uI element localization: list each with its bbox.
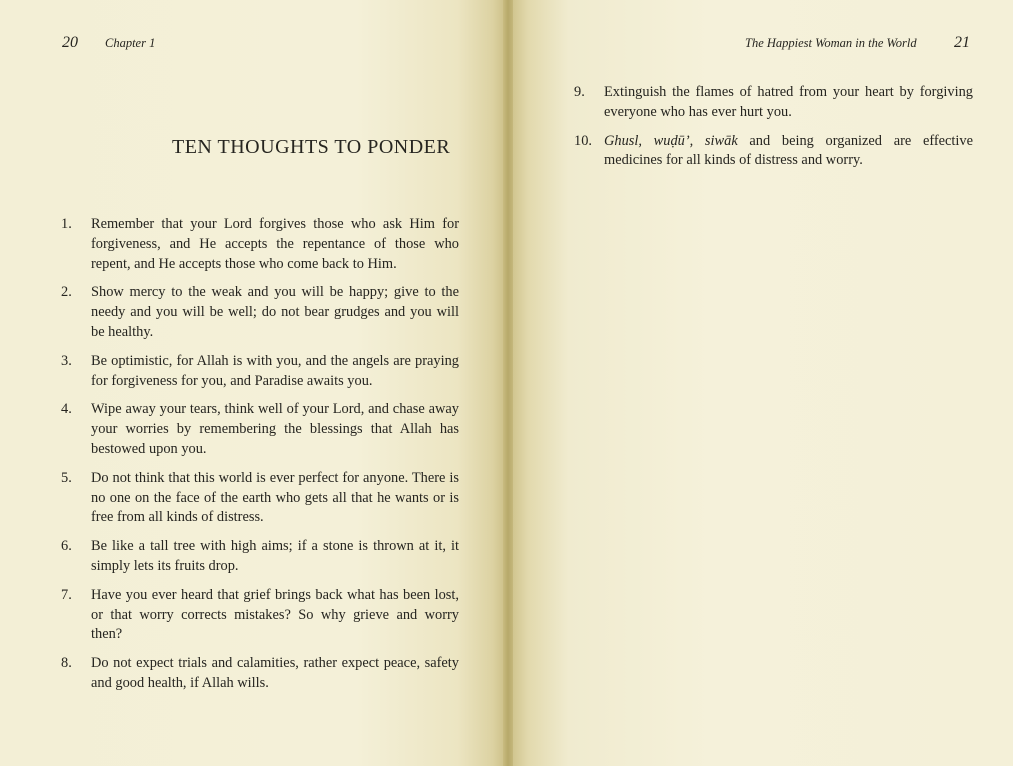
list-item: 8. Do not expect trials and calamities, rather expect peace, safety and good health, if Allah wills.	[61, 655, 459, 691]
list-item: 9. Extinguish the flames of hatred from your heart by forgiving everyone who has ever hurt you.	[574, 84, 973, 120]
running-head: The Happiest Woman in the World	[745, 36, 917, 50]
book-gutter	[503, 0, 513, 766]
list-item: 5. Do not think that this world is ever perfect for anyone. There is no one on the face of the earth who gets all that he wants or is free from all kinds of distress.	[61, 469, 459, 526]
list-item: 4. Wipe away your tears, think well of your Lord, and chase away your worries by remembering the blessings that Allah has bestowed upon you.	[61, 401, 459, 457]
list-item: 1. Remember that your Lord forgives those who ask Him for forgiveness, and He accepts the repentance of those who repent, and He accepts those who come back to Him.	[61, 216, 459, 272]
page-number: 20	[62, 34, 78, 51]
list-item: 3. Be optimistic, for Allah is with you, and the angels are praying for forgiveness for you, and Paradise awaits you.	[61, 352, 459, 389]
list-item: 6. Be like a tall tree with high aims; if a stone is thrown at it, it simply lets its fruits drop.	[61, 538, 459, 574]
thoughts-list-continued	[574, 83, 974, 180]
list-item: 7. Have you ever heard that grief brings back what has been lost, or that worry corrects mistakes? So why grieve and worry then?	[61, 586, 459, 643]
running-head: Chapter 1	[105, 36, 156, 50]
thoughts-list	[61, 215, 459, 703]
list-item: 10. Ghusl, wuḍū’, siwāk and being organized are effective medicines for all kinds of distress and worry.	[574, 132, 974, 169]
list-item: 2. Show mercy to the weak and you will be happy; give to the needy and you will be well; do not bear grudges and you will be healthy.	[61, 284, 459, 340]
page-number: 21	[954, 34, 970, 51]
page-title: TEN THOUGHTS TO PONDER	[172, 136, 451, 158]
